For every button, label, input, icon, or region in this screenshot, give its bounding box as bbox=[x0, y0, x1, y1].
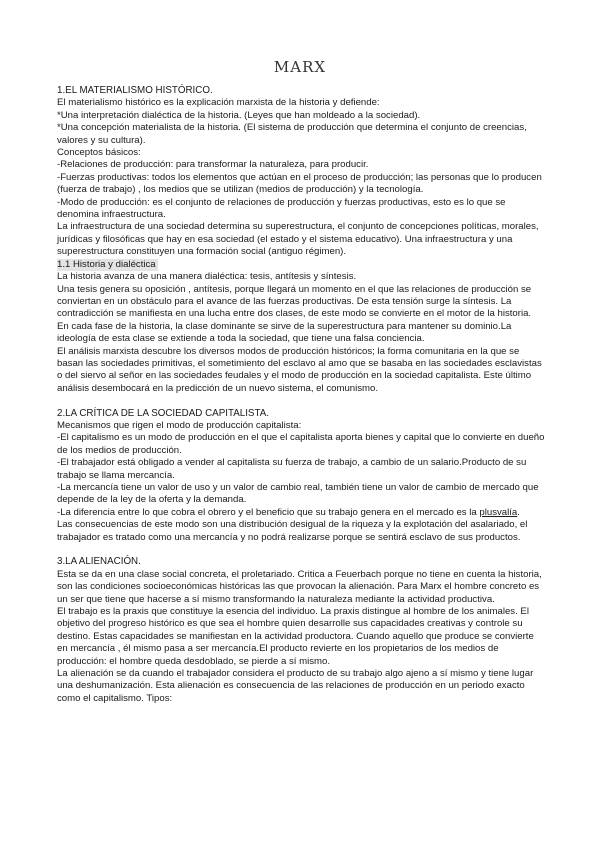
consequences-paragraph: Las consecuencias de este modo son una distribución desigual de la riqueza y la explotación del asalariado, el trabajador es tratado como una mercancía y no podrá realizarse porque se sentirá esclavo de sus productos. bbox=[57, 519, 528, 543]
section-1-point-1: *Una interpretación dialéctica de la historia. (Leyes que han moldeado a la sociedad). bbox=[57, 109, 421, 121]
mechanism-4-end: . bbox=[517, 506, 520, 518]
mechanism-3: -La mercancía tiene un valor de uso y un valor de cambio real, también tiene un valor de cambio de mercado que depende de la ley de la oferta y la demanda. bbox=[57, 481, 539, 506]
section-3-heading: 3.LA ALIENACIÓN. bbox=[57, 556, 141, 568]
section-1-point-2: *Una concepción materialista de la historia. (El sistema de producción que determina el conjunto de creencias, valores y su cultura). bbox=[57, 122, 527, 146]
concept-forces: -Fuerzas productivas: todos los elementos que actúan en el proceso de producción; las personas que lo producen (fuerza de trabajo) , los medios que se utilizan (medios de producción) y la tecnología. bbox=[57, 171, 542, 196]
plusvalia-term: plusvalía bbox=[479, 506, 518, 518]
alienation-paragraph-3: La alienación se da cuando el trabajador considera el producto de su trabajo algo ajeno a sí mismo y tiene lugar una deshumanización. Esta alienación es consecuencia de las relaciones de producción en un periodo exacto como el capitalismo. Tipos: bbox=[57, 668, 534, 704]
alienation-paragraph-1: Esta se da en una clase social concreta, el proletariado. Critica a Feuerbach porque no tiene en cuenta la historia, son las condiciones socioeconómicas históricas las que provocan la alienación. Para Marx el hombre concreto es un ser que tiene que hacerse a sí mismo transformando la naturaleza mediante la actividad productiva. bbox=[57, 568, 542, 605]
dialectic-paragraph-3: En cada fase de la historia, la clase dominante se sirve de la superestructura para mantener su dominio.La ideología de esta clase se extiende a toda la sociedad, que tiene una falsa conciencia. bbox=[57, 320, 512, 345]
dialectic-paragraph-2: Una tesis genera su oposición , antítesis, porque llegará un momento en el que las relaciones de producción se conviertan en un obstáculo para el avance de las fuerzas productivas. De esta tensión surge la síntesis. La contradicción se manifiesta en una lucha entre dos clases, de este modo se convierte en el motor de la historia. bbox=[57, 283, 532, 320]
section-1-intro: El materialismo histórico es la explicación marxista de la historia y defiende: bbox=[57, 97, 380, 109]
mechanism-4 bbox=[57, 507, 547, 519]
mechanism-2: -El trabajador está obligado a vender al capitalista su fuerza de trabajo, a cambio de un salario.Producto de su trabajo se llama mercancía. bbox=[57, 457, 527, 481]
dialectic-paragraph-4: El análisis marxista descubre los diversos modos de producción históricos; la forma comunitaria en la que se basan las sociedades primitivas, el sometimiento del esclavo al amo que se basaba en las sociedades esclavistas o del siervo al señor en las sociedades feudales y el modo de producción en la sociedad capitalista. Este último análisis desembocará en la predicción de un nuevo sistema, el comunismo. bbox=[57, 345, 542, 394]
mechanism-1: -El capitalismo es un modo de producción en el que el capitalista aporta bienes y capital que lo convierte en dueño de los medios de producción. bbox=[57, 432, 545, 456]
document-body bbox=[57, 85, 547, 705]
subsection-heading: 1.1 Historia y dialéctica bbox=[57, 258, 156, 270]
mechanism-4-text: -La diferencia entre lo que cobra el obrero y el beneficio que su trabajo genera en el mercado es la bbox=[57, 506, 480, 518]
dialectic-paragraph-1: La historia avanza de una manera dialéctica: tesis, antítesis y síntesis. bbox=[57, 271, 357, 283]
basic-concepts-label: Conceptos básicos: bbox=[57, 147, 141, 159]
alienation-paragraph-2: El trabajo es la praxis que constituye la esencia del individuo. La praxis distingue al hombre de los animales. El objetivo del progreso histórico es que sea el hombre quien desarrolle sus capacidades creativas y controle su destino. Estas capacidades se manifiestan en la actividad productora. Cuando aquello que produce se convierte en mercancía , él mismo pasa a ser mercancía.El producto revierte en los propietarios de los medios de producción: el hombre queda desdoblado, se pierde a sí mismo. bbox=[57, 606, 534, 667]
section-2-intro: Mecanismos que rigen el modo de producción capitalista: bbox=[57, 419, 302, 431]
section-2-heading: 2.LA CRÍTICA DE LA SOCIEDAD CAPITALISTA. bbox=[57, 407, 269, 419]
section-1-heading: 1.EL MATERIALISMO HISTÓRICO. bbox=[57, 85, 213, 96]
page-title: MARX bbox=[273, 58, 327, 76]
concept-relations: -Relaciones de producción: para transformar la naturaleza, para producir. bbox=[57, 159, 369, 171]
infrastructure-paragraph: La infraestructura de una sociedad determina su superestructura, el conjunto de concepciones políticas, morales, jurídicas y filosóficas que hay en esa sociedad (el estado y el sistema educativo). Una infraestructura y una superestructura constituyen una formación social (antiguo régimen). bbox=[57, 221, 539, 258]
concept-mode: -Modo de producción: es el conjunto de relaciones de producción y fuerzas productivas, esto es lo que se denomina infraestructura. bbox=[57, 196, 506, 221]
